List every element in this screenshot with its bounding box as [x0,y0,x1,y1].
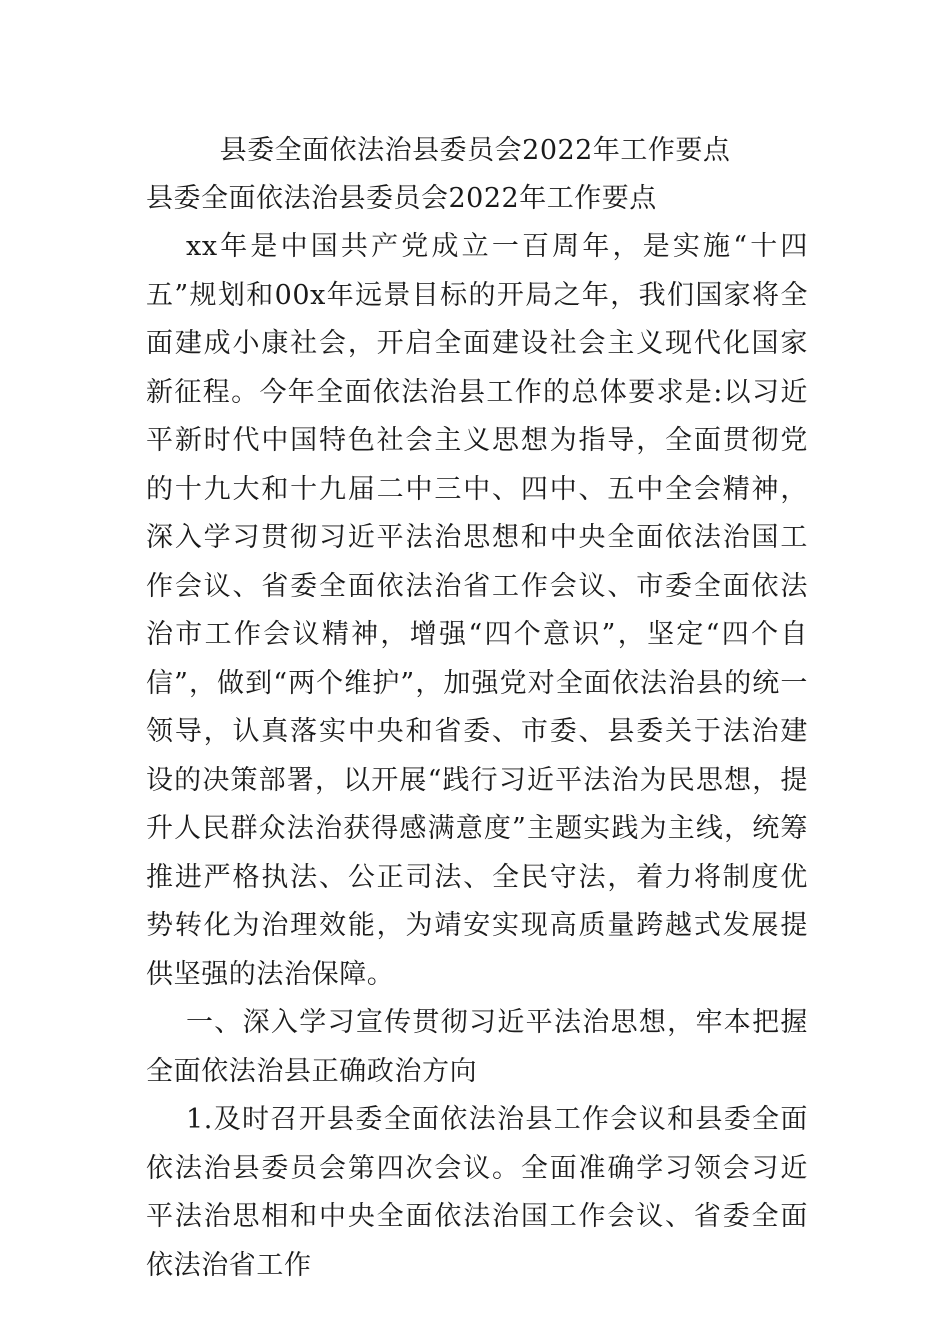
paragraph-item-1: 1.及时召开县委全面依法治县工作会议和县委全面依法治县委员会第四次会议。全面准确学习领会习近平法治思相和中央全面依法治国工作会议、省委全面依法治省工作 [146,1104,808,1281]
section-heading-1: 一、深入学习宣传贯彻习近平法治思想，牢本把握全面依法治县正确政治方向 [146,1007,808,1087]
paragraph-intro: xx年是中国共产党成立一百周年，是实施“十四五”规划和00x年远景目标的开局之年，我们国家将全面建成小康社会，开启全面建设社会主义现代化国家新征程。今年全面依法治县工作的总体要求是:以习近平新时代中国特色社会主义思想为指导，全面贯彻党的十九大和十九届二中三中、四中、五中全会精神，深入学习贯彻习近平法治思想和中央全面依法治国工作会议、省委全面依法治省工作会议、市委全面依法治市工作会议精神，增强“四个意识”，坚定“四个自信”，做到“两个维护”，加强党对全面依法治县的统一领导，认真落实中央和省委、市委、县委关于法治建设的决策部署，以开展“践行习近平法治为民思想，提升人民群众法治获得感满意度”主题实践为主线，统筹推进严格执法、公正司法、全民守法，着力将制度优势转化为治理效能，为靖安实现高质量跨越式发展提供坚强的法治保障。 [146,231,808,990]
document-subtitle: 县委全面依法治县委员会2022年工作要点 [146,183,657,214]
document-body [146,175,808,1290]
document-title: 县委全面依法治县委员会2022年工作要点 [219,135,731,166]
